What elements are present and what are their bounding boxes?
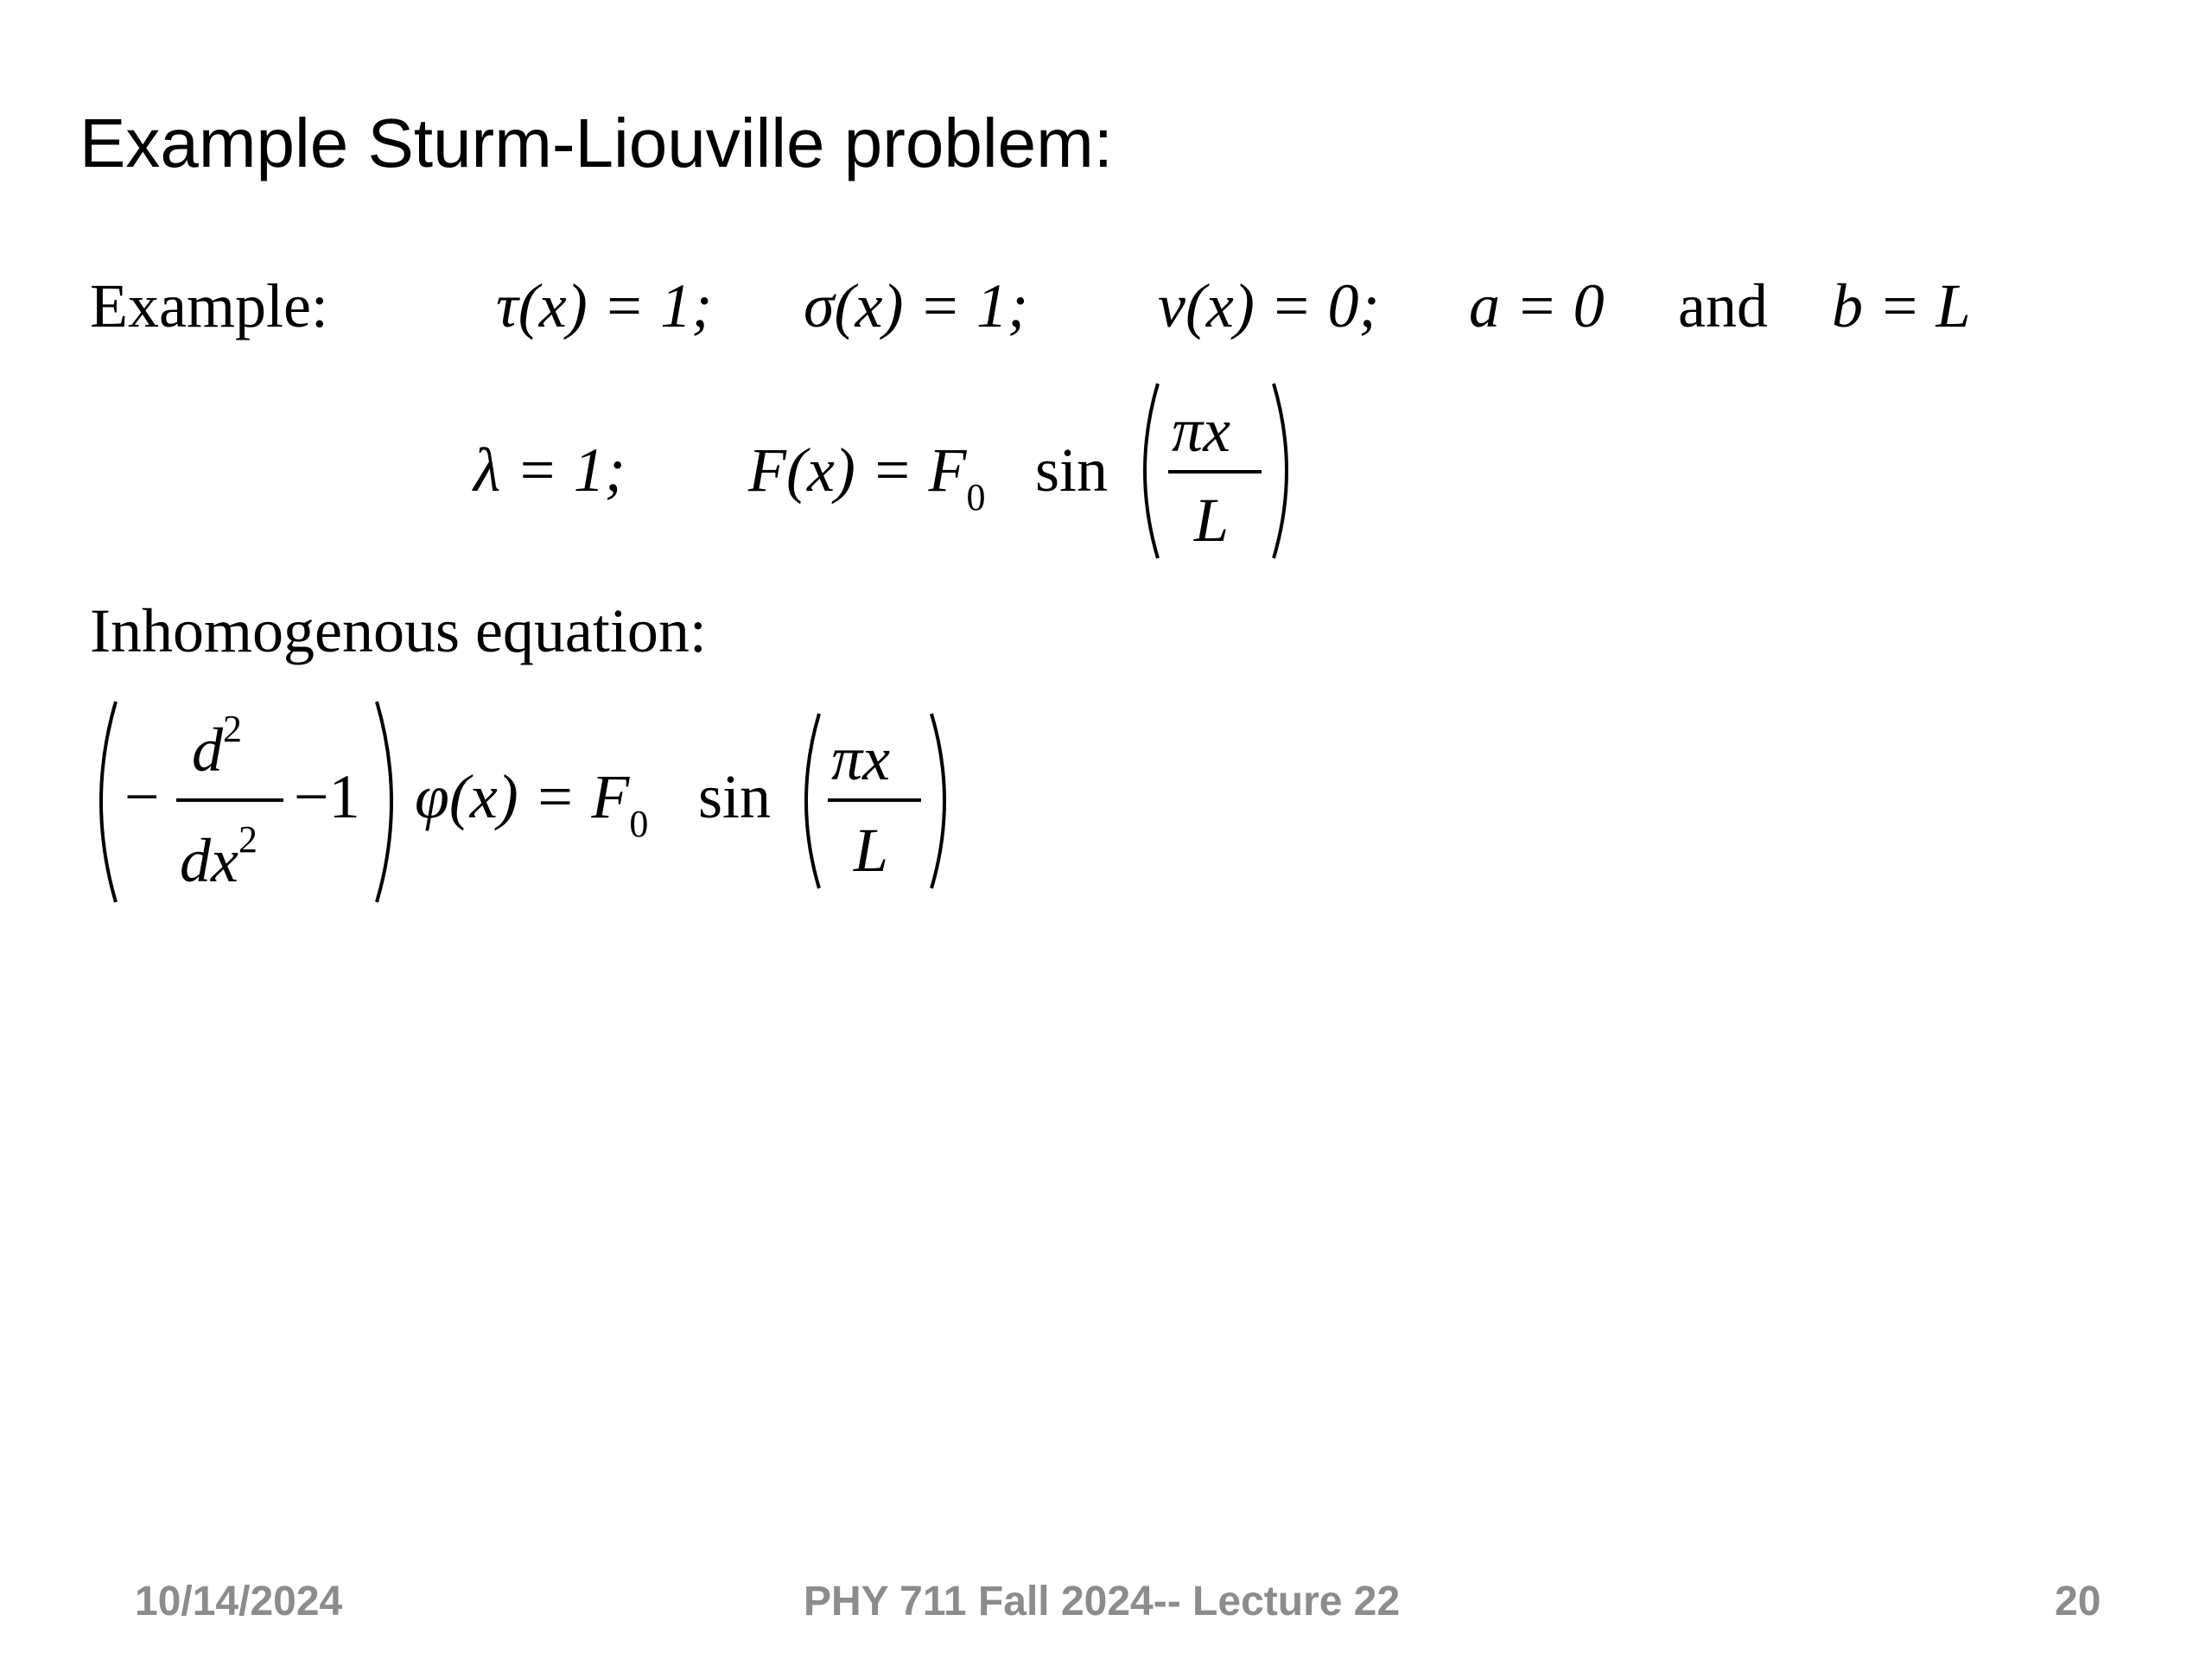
forcing-subscript: 0	[966, 476, 986, 518]
tau-equation: τ(x) = 1;	[496, 271, 713, 340]
derivative-denominator	[180, 818, 257, 895]
fraction-bar-2	[828, 798, 921, 802]
right-paren-icon	[1268, 380, 1303, 562]
slide-title: Example Sturm-Liouville problem:	[79, 105, 1114, 181]
sin-function-2: sin	[698, 762, 772, 831]
sigma-equation: σ(x) = 1;	[804, 271, 1028, 340]
left-paren-icon	[1128, 380, 1163, 562]
dx-denominator: dx	[180, 826, 238, 895]
fraction-numerator-2: πx	[831, 724, 891, 793]
d-numerator-sup: 2	[223, 708, 242, 750]
right-paren-2-icon	[926, 710, 961, 892]
lambda-equation: λ = 1;	[474, 435, 626, 505]
derivative-numerator	[192, 708, 242, 785]
forcing-lhs	[748, 435, 986, 518]
d-numerator: d	[192, 715, 223, 785]
fraction-denominator: L	[1194, 486, 1230, 555]
sin-function: sin	[1035, 435, 1109, 505]
fraction-numerator: πx	[1172, 396, 1231, 465]
big-left-paren-icon	[83, 698, 121, 906]
phi-equation	[415, 762, 649, 845]
fraction-denominator-2: L	[854, 816, 889, 885]
footer-page-number: 20	[2055, 1579, 2101, 1624]
footer-date: 10/14/2024	[135, 1579, 343, 1624]
phi-forcing-subscript: 0	[629, 803, 649, 845]
big-right-paren-icon	[372, 698, 410, 906]
fraction-bar	[1168, 470, 1262, 474]
b-equation: b = L	[1832, 271, 1971, 340]
minus-one: −1	[294, 762, 360, 831]
example-label: Example:	[90, 271, 328, 340]
a-equation: a = 0	[1469, 271, 1605, 340]
derivative-fraction-bar	[176, 798, 283, 802]
dx-denominator-sup: 2	[238, 818, 257, 861]
minus-sign: −	[124, 762, 160, 831]
inhomogenous-label: Inhomogenous equation:	[90, 596, 707, 665]
left-paren-2-icon	[790, 710, 824, 892]
v-equation: v(x) = 0;	[1158, 271, 1380, 340]
and-word: and	[1678, 271, 1768, 340]
footer-course: PHY 711 Fall 2024-- Lecture 22	[804, 1579, 1401, 1624]
phi-text: φ(x) = F	[415, 762, 630, 831]
forcing-lhs-text: F(x) = F	[748, 435, 967, 505]
